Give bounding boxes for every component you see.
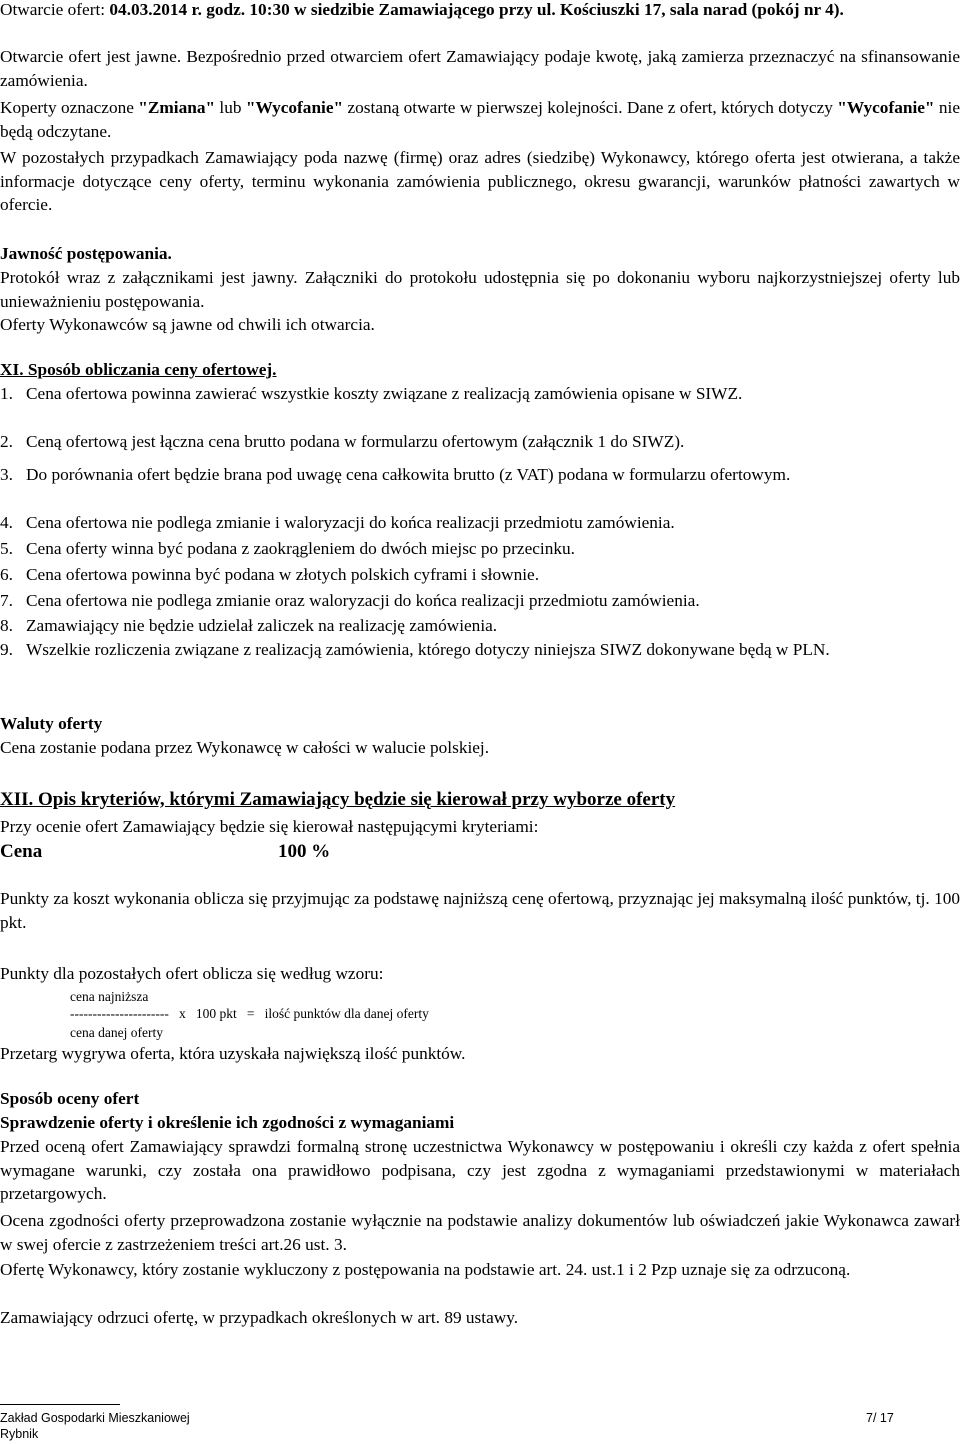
winner-paragraph: Przetarg wygrywa oferta, która uzyskała największą ilość punktów. xyxy=(0,1044,466,1063)
formula-line: ---------------------- x 100 pkt = ilość punktów dla danej oferty xyxy=(70,1006,429,1021)
evaluation-heading: Sposób oceny ofert xyxy=(0,1089,140,1108)
verification-paragraph-2: Ocena zgodności oferty przeprowadzona zostanie wyłącznie na podstawie analizy dokumentów lub oświadczeń jakie Wykonawca zawarł w swej ofercie z zastrzeżeniem treści art.26 ust. 3. xyxy=(0,1211,960,1254)
price-item-6: 6. Cena ofertowa powinna być podana w złotych polskich cyframi i słownie. xyxy=(0,565,540,584)
formula-denominator: cena danej oferty xyxy=(70,1025,163,1040)
opening-date-paragraph xyxy=(0,0,960,22)
price-item-8: 8. Zamawiający nie będzie udzielał zaliczek na realizację zamówienia. xyxy=(0,616,498,635)
verification-paragraph-4: Zamawiający odrzuci ofertę, w przypadkach określonych w art. 89 ustawy. xyxy=(0,1308,519,1327)
opening-date-value: 04.03.2014 r. godz. 10:30 w siedzibie Zamawiającego przy ul. Kościuszki 17, sala narad (pokój nr 4). xyxy=(109,0,844,19)
price-item-5: 5. Cena oferty winna być podana z zaokrągleniem do dwóch miejsc po przecinku. xyxy=(0,539,575,558)
footer-page-number: 7/ 17 xyxy=(866,1411,894,1425)
price-item-2: 2. Ceną ofertową jest łączna cena brutto podana w formularzu ofertowym (załącznik 1 do SIWZ). xyxy=(0,432,685,451)
jawnosc-offers-paragraph: Oferty Wykonawców są jawne od chwili ich otwarcia. xyxy=(0,315,375,334)
formula-numerator: cena najniższa xyxy=(70,989,149,1004)
section-xi-heading: XI. Sposób obliczania ceny ofertowej. xyxy=(0,360,277,379)
section-xii-heading: XII. Opis kryteriów, którymi Zamawiający będzie się kierował przy wyborze oferty xyxy=(0,789,676,810)
footer-rule xyxy=(0,1404,120,1405)
price-item-7: 7. Cena ofertowa nie podlega zmianie oraz waloryzacji do końca realizacji przedmiotu zamówienia. xyxy=(0,591,700,610)
formula-intro: Punkty dla pozostałych ofert oblicza się według wzoru: xyxy=(0,964,384,983)
price-item-3: 3. Do porównania ofert będzie brana pod uwagę cena całkowita brutto (z VAT) podana w formularzu ofertowym. xyxy=(0,465,791,484)
criterion-name: Cena xyxy=(0,841,43,862)
verification-paragraph-3: Ofertę Wykonawcy, który zostanie wykluczony z postępowania na podstawie art. 24. ust.1 i 2 Pzp uznaje się za odrzuconą. xyxy=(0,1260,851,1279)
points-paragraph: Punkty za koszt wykonania oblicza się przyjmując za podstawę najniższą cenę ofertową, przyznając jej maksymalną ilość punktów, tj. 100 pkt. xyxy=(0,889,960,932)
currency-heading: Waluty oferty xyxy=(0,714,103,733)
criteria-intro: Przy ocenie ofert Zamawiający będzie się kierował następującymi kryteriami: xyxy=(0,817,539,836)
footer-org: Zakład Gospodarki Mieszkaniowej Rybnik xyxy=(0,1411,190,1441)
opening-public-paragraph: Otwarcie ofert jest jawne. Bezpośrednio przed otwarciem ofert Zamawiający podaje kwotę, jaką zamierza przeznaczyć na sfinansowanie zamówienia. xyxy=(0,47,960,90)
criterion-row xyxy=(0,840,960,864)
criterion-weight: 100 % xyxy=(278,841,331,862)
other-cases-paragraph: W pozostałych przypadkach Zamawiający poda nazwę (firmę) oraz adres (siedzibę) Wykonawcy, którego oferta jest otwierana, a także informacje dotyczące ceny oferty, terminu wykonania zamówienia publicznego, okresu gwarancji, warunków płatności zawartych w ofercie. xyxy=(0,148,960,214)
price-item-1: 1. Cena ofertowa powinna zawierać wszystkie koszty związane z realizacją zamówienia opisane w SIWZ. xyxy=(0,384,743,403)
jawnosc-heading: Jawność postępowania. xyxy=(0,244,172,263)
envelopes-paragraph: Koperty oznaczone "Zmiana" lub "Wycofanie" zostaną otwarte w pierwszej kolejności. Dane z ofert, których dotyczy "Wycofanie" nie będą odczytane. xyxy=(0,98,960,141)
verification-paragraph-1: Przed oceną ofert Zamawiający sprawdzi formalną stronę uczestnictwa Wykonawcy w postępowaniu i określi czy każda z ofert spełnia wymagane warunki, czy została ona prawidłowo podpisana, czy jest zgodna z wymaganiami przedstawionymi w materiałach przetargowych. xyxy=(0,1137,960,1203)
opening-date-label: Otwarcie ofert: xyxy=(0,0,110,19)
price-item-4: 4. Cena ofertowa nie podlega zmianie i waloryzacji do końca realizacji przedmiotu zamówienia. xyxy=(0,513,675,532)
currency-paragraph: Cena zostanie podana przez Wykonawcę w całości w walucie polskiej. xyxy=(0,738,490,757)
jawnosc-protocol-paragraph: Protokół wraz z załącznikami jest jawny. Załączniki do protokołu udostępnia się po dokonaniu wyboru najkorzystniejszej oferty lub unieważnieniu postępowania. xyxy=(0,268,960,311)
price-item-9: 9. Wszelkie rozliczenia związane z realizacją zamówienia, którego dotyczy niniejsza SIWZ dokonywane będą w PLN. xyxy=(0,640,830,659)
verification-heading: Sprawdzenie oferty i określenie ich zgodności z wymaganiami xyxy=(0,1113,455,1132)
